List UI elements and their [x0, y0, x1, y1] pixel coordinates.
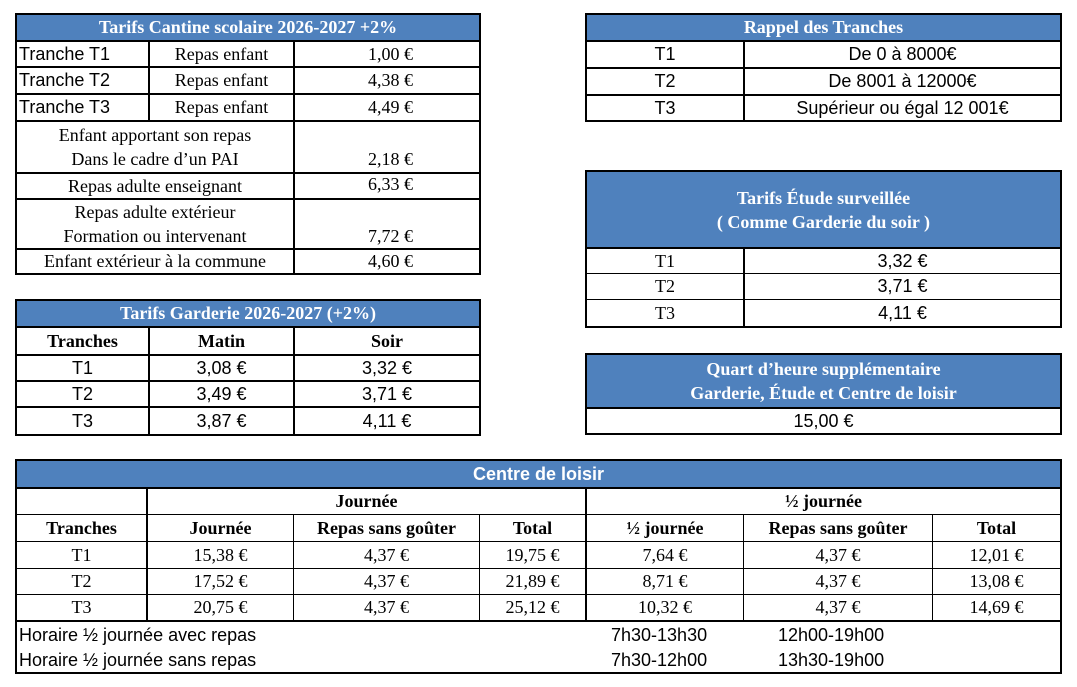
etude-title-line1: Tarifs Étude surveillée	[736, 187, 911, 208]
garderie-t2-matin: 3,49 €	[196, 383, 247, 404]
cantine-pai-line1: Enfant apportant son repas	[58, 125, 252, 145]
loisir-t3-tranche: T3	[71, 597, 92, 617]
loisir-t1-total-demi: 12,01 €	[969, 544, 1024, 565]
cantine-enseignant-price: 6,33 €	[368, 173, 413, 194]
tranches-table	[585, 13, 1062, 122]
loisir-t1-total-journee: 19,75 €	[505, 544, 560, 565]
loisir-group-demi: ½ journée	[785, 491, 862, 511]
tranches-title: Rappel des Tranches	[587, 15, 1060, 40]
loisir-t2-total-journee: 21,89 €	[505, 571, 560, 591]
loisir-header-repas-journee: Repas sans goûter	[316, 517, 456, 538]
loisir-t1-repas-demi: 4,37 €	[815, 544, 861, 565]
garderie-header-tranches: Tranches	[47, 330, 118, 351]
tranches-t2-range: De 8001 à 12000€	[828, 71, 977, 91]
loisir-t3-journee: 20,75 €	[193, 597, 248, 617]
loisir-horaire-avec-matin: 7h30-13h30	[611, 624, 708, 645]
cantine-exterieur-price: 7,72 €	[368, 225, 413, 246]
quart-price: 15,00 €	[793, 410, 854, 431]
cantine-t1-label: Tranche T1	[19, 43, 111, 64]
cantine-table	[15, 13, 481, 275]
cantine-exterieur-line2: Formation ou intervenant	[63, 226, 247, 246]
cantine-commune-label: Enfant extérieur à la commune	[44, 251, 266, 271]
loisir-t3-total-journee: 25,12 €	[505, 597, 560, 617]
loisir-header-repas-demi: Repas sans goûter	[768, 517, 908, 538]
tranches-t1-name: T1	[654, 44, 676, 64]
cantine-t1-price: 1,00 €	[368, 43, 413, 64]
quart-title-line2: Garderie, Étude et Centre de loisir	[690, 383, 957, 403]
loisir-t2-journee: 17,52 €	[193, 571, 248, 591]
quart-table	[585, 353, 1062, 435]
tranches-t3-range: Supérieur ou égal 12 001€	[796, 97, 1009, 118]
cantine-pai-price: 2,18 €	[368, 149, 413, 169]
loisir-t2-demi: 8,71 €	[642, 571, 688, 591]
loisir-header-demi: ½ journée	[626, 517, 704, 538]
cantine-t1-type: Repas enfant	[174, 43, 269, 64]
garderie-table	[15, 299, 481, 436]
loisir-t1-tranche: T1	[71, 544, 92, 565]
loisir-t2-total-demi: 13,08 €	[969, 571, 1024, 591]
loisir-title: Centre de loisir	[17, 461, 1060, 487]
loisir-t2-tranche: T2	[71, 571, 92, 591]
loisir-t2-repas-journee: 4,37 €	[364, 571, 409, 591]
cantine-exterieur-line1: Repas adulte extérieur	[74, 202, 236, 222]
cantine-t2-price: 4,38 €	[368, 70, 413, 90]
etude-t1-name: T1	[655, 250, 675, 271]
tranches-t3-name: T3	[654, 97, 676, 118]
loisir-t3-repas-demi: 4,37 €	[815, 597, 861, 617]
garderie-header-matin: Matin	[198, 330, 245, 351]
cantine-t3-type: Repas enfant	[174, 97, 269, 117]
loisir-header-journee: Journée	[189, 517, 252, 538]
loisir-horaire-sans-matin: 7h30-12h00	[611, 649, 708, 670]
garderie-t3-matin: 3,87 €	[196, 410, 247, 431]
loisir-header-tranches: Tranches	[46, 517, 117, 538]
cantine-t2-type: Repas enfant	[174, 70, 269, 90]
tranches-t2-name: T2	[654, 71, 676, 91]
cantine-t2-label: Tranche T2	[19, 70, 111, 90]
etude-t2-price: 3,71 €	[877, 276, 928, 296]
garderie-header-soir: Soir	[370, 330, 403, 351]
etude-t2-name: T2	[655, 276, 675, 296]
garderie-t3-tranche: T3	[71, 410, 93, 431]
garderie-title: Tarifs Garderie 2026-2027 (+2%)	[17, 301, 479, 326]
loisir-header-total-demi: Total	[976, 517, 1017, 538]
garderie-t2-soir: 3,71 €	[361, 383, 413, 404]
loisir-horaire-sans-label: Horaire ½ journée sans repas	[19, 649, 257, 670]
loisir-horaire-sans-soir: 13h30-19h00	[778, 649, 885, 670]
garderie-t1-tranche: T1	[71, 357, 93, 378]
garderie-t2-tranche: T2	[71, 383, 93, 404]
cantine-t3-price: 4,49 €	[368, 97, 413, 117]
loisir-header-total-journee: Total	[512, 517, 553, 538]
cantine-enseignant-label: Repas adulte enseignant	[68, 175, 242, 196]
cantine-exterieur-label	[17, 200, 293, 248]
loisir-horaire-avec-soir: 12h00-19h00	[778, 624, 885, 645]
loisir-t3-demi: 10,32 €	[638, 597, 692, 617]
quart-title-line1: Quart d’heure supplémentaire	[706, 359, 941, 379]
loisir-t3-repas-journee: 4,37 €	[364, 597, 409, 617]
cantine-pai-line2: Dans le cadre d’un PAI	[71, 149, 239, 169]
loisir-table	[15, 459, 1062, 674]
quart-title	[587, 355, 1060, 407]
etude-title-line2: ( Comme Garderie du soir )	[716, 211, 931, 232]
cantine-title: Tarifs Cantine scolaire 2026-2027 +2%	[17, 15, 479, 40]
etude-t1-price: 3,32 €	[877, 250, 928, 271]
etude-title	[587, 172, 1060, 247]
loisir-group-journee: Journée	[335, 491, 398, 511]
loisir-t3-total-demi: 14,69 €	[969, 597, 1024, 617]
loisir-t1-demi: 7,64 €	[642, 544, 688, 565]
loisir-horaire-avec-label: Horaire ½ journée avec repas	[19, 624, 257, 645]
loisir-t2-repas-demi: 4,37 €	[815, 571, 861, 591]
etude-t3-price: 4,11 €	[878, 302, 927, 323]
garderie-t1-matin: 3,08 €	[196, 357, 247, 378]
cantine-t3-label: Tranche T3	[19, 97, 111, 117]
garderie-t3-soir: 4,11 €	[362, 410, 412, 431]
etude-t3-name: T3	[655, 302, 675, 323]
loisir-t1-journee: 15,38 €	[193, 544, 248, 565]
etude-table	[585, 170, 1062, 328]
cantine-pai-label	[17, 122, 293, 172]
garderie-t1-soir: 3,32 €	[361, 357, 413, 378]
cantine-commune-price: 4,60 €	[368, 251, 413, 271]
loisir-t1-repas-journee: 4,37 €	[364, 544, 409, 565]
tranches-t1-range: De 0 à 8000€	[848, 44, 957, 64]
